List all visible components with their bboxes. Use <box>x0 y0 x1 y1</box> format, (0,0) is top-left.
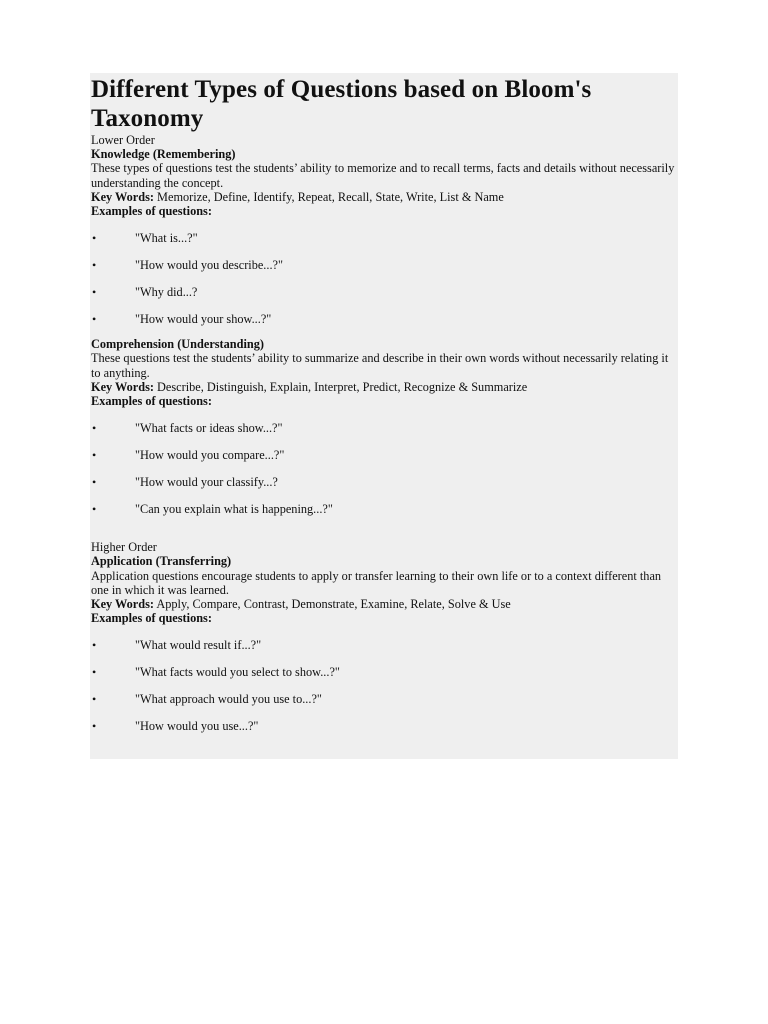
example-question: "Can you explain what is happening...?" <box>135 502 333 517</box>
examples-label: Examples of questions: <box>91 394 212 409</box>
bullet-icon: • <box>92 719 97 734</box>
bullet-icon: • <box>92 312 97 327</box>
examples-list <box>91 231 676 326</box>
example-question: "What is...?" <box>135 231 198 246</box>
list-item <box>91 421 676 435</box>
keywords-label: Key Words: <box>91 189 154 204</box>
bullet-icon: • <box>92 448 97 463</box>
bullet-icon: • <box>92 258 97 273</box>
keywords-text: Memorize, Define, Identify, Repeat, Recall, State, Write, List & Name <box>157 189 504 204</box>
example-question: "How would your classify...? <box>135 475 278 490</box>
keywords-label: Key Words: <box>91 379 154 394</box>
list-item <box>91 502 676 516</box>
example-question: "What would result if...?" <box>135 638 262 653</box>
bullet-icon: • <box>92 665 97 680</box>
keywords-text: Describe, Distinguish, Explain, Interpret, Predict, Recognize & Summarize <box>157 379 528 394</box>
list-item <box>91 638 676 652</box>
list-item <box>91 692 676 706</box>
examples-label: Examples of questions: <box>91 204 212 219</box>
example-question: "How would you compare...?" <box>135 448 285 463</box>
bullet-icon: • <box>92 692 97 707</box>
list-item <box>91 665 676 679</box>
example-question: "What approach would you use to...?" <box>135 692 322 707</box>
bullet-icon: • <box>92 475 97 490</box>
example-question: "Why did...? <box>135 285 198 300</box>
section-knowledge <box>91 133 676 326</box>
order-label-higher: Higher Order <box>91 540 157 555</box>
section-description: Application questions encourage students to apply or transfer learning to their own life or to a context different than one in which it was learned. <box>91 568 662 597</box>
keywords-line <box>91 597 676 611</box>
list-item <box>91 231 676 245</box>
bullet-icon: • <box>92 421 97 436</box>
bullet-icon: • <box>92 285 97 300</box>
list-item <box>91 312 676 326</box>
keywords-line <box>91 380 676 394</box>
section-description: These types of questions test the students’ ability to memorize and to recall terms, facts and details without necessarily understanding the concept. <box>91 161 675 190</box>
bullet-icon: • <box>92 638 97 653</box>
section-heading: Application (Transferring) <box>91 554 232 569</box>
list-item <box>91 719 676 733</box>
bullet-icon: • <box>92 231 97 246</box>
examples-list <box>91 421 676 516</box>
example-question: "How would you describe...?" <box>135 258 284 273</box>
examples-label: Examples of questions: <box>91 611 212 626</box>
order-label-lower: Lower Order <box>91 133 155 147</box>
example-question: "How would you use...?" <box>135 719 259 734</box>
list-item <box>91 448 676 462</box>
document-page <box>90 73 678 759</box>
section-heading: Knowledge (Remembering) <box>91 147 236 162</box>
examples-list <box>91 638 676 733</box>
section-description: These questions test the students’ ability to summarize and describe in their own words without necessarily relating it to anything. <box>91 351 669 380</box>
bullet-icon: • <box>92 502 97 517</box>
section-comprehension <box>91 337 676 516</box>
keywords-line <box>91 190 676 204</box>
example-question: "How would your show...?" <box>135 312 272 327</box>
list-item <box>91 475 676 489</box>
list-item <box>91 258 676 272</box>
section-application <box>91 540 676 733</box>
keywords-label: Key Words: <box>91 597 154 612</box>
example-question: "What facts would you select to show...?" <box>135 665 340 680</box>
document-title: Different Types of Questions based on Bloom's Taxonomy <box>91 76 592 132</box>
section-heading: Comprehension (Understanding) <box>91 337 264 352</box>
keywords-text: Apply, Compare, Contrast, Demonstrate, Examine, Relate, Solve & Use <box>156 597 511 612</box>
example-question: "What facts or ideas show...?" <box>135 421 283 436</box>
list-item <box>91 285 676 299</box>
